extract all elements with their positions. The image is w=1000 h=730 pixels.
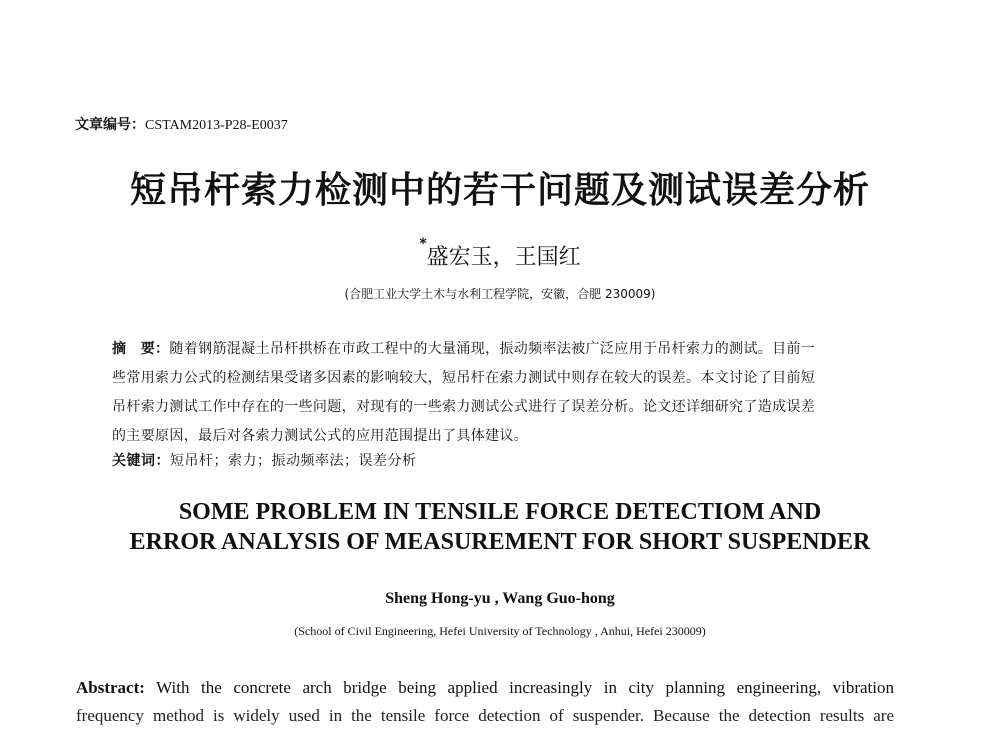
abstract-english-text: With the concrete arch bridge being applied increasingly in city planning engineering, vibration <box>156 678 894 697</box>
article-number-label: 文章编号： <box>75 117 145 133</box>
corresponding-author-marker: * <box>419 236 427 252</box>
affiliation-chinese: (合肥工业大学土木与水利工程学院，安徽，合肥 230009) <box>344 287 656 301</box>
abstract-chinese-line: 吊杆索力测试工作中存在的一些问题，对现有的一些索力测试公式进行了误差分析。论文还详细研究了造成误差 <box>112 399 816 415</box>
abstract-english-line: frequency method is widely used in the tensile force detection of suspender. Because the detection results are <box>76 706 894 725</box>
abstract-english-label: Abstract: <box>76 678 145 697</box>
keywords-chinese-items: 短吊杆；索力；振动频率法；误差分析 <box>170 453 417 469</box>
authors-chinese <box>0 236 1000 271</box>
keywords-chinese-label: 关键词： <box>112 453 170 469</box>
authors-english: Sheng Hong-yu , Wang Guo-hong <box>385 590 615 607</box>
authors-chinese-names: 盛宏玉，王国红 <box>426 245 581 270</box>
abstract-chinese-line: 些常用索力公式的检测结果受诸多因素的影响较大，短吊杆在索力测试中则存在较大的误差。本文讨论了目前短 <box>112 370 816 386</box>
title-english-line-2: ERROR ANALYSIS OF MEASUREMENT FOR SHORT SUSPENDER <box>129 529 871 555</box>
title-english <box>0 497 1000 557</box>
affiliation-english: (School of Civil Engineering, Hefei University of Technology , Anhui, Hefei 230009) <box>294 624 706 638</box>
abstract-chinese-text: 随着钢筋混凝土吊杆拱桥在市政工程中的大量涌现，振动频率法被广泛应用于吊杆索力的测试。目前一 <box>169 341 816 357</box>
abstract-chinese <box>112 335 860 451</box>
abstract-chinese-line <box>112 335 860 364</box>
title-chinese: 短吊杆索力检测中的若干问题及测试误差分析 <box>129 170 870 211</box>
title-english-line-1: SOME PROBLEM IN TENSILE FORCE DETECTIOM AND <box>178 499 822 525</box>
abstract-english-line <box>76 674 894 702</box>
abstract-chinese-label: 摘 要： <box>112 341 170 357</box>
article-number <box>75 114 288 134</box>
abstract-english <box>76 674 894 730</box>
abstract-chinese-line: 的主要原因，最后对各索力测试公式的应用范围提出了具体建议。 <box>112 428 529 444</box>
article-number-code: CSTAM2013-P28-E0037 <box>145 118 288 133</box>
keywords-chinese <box>112 450 417 470</box>
